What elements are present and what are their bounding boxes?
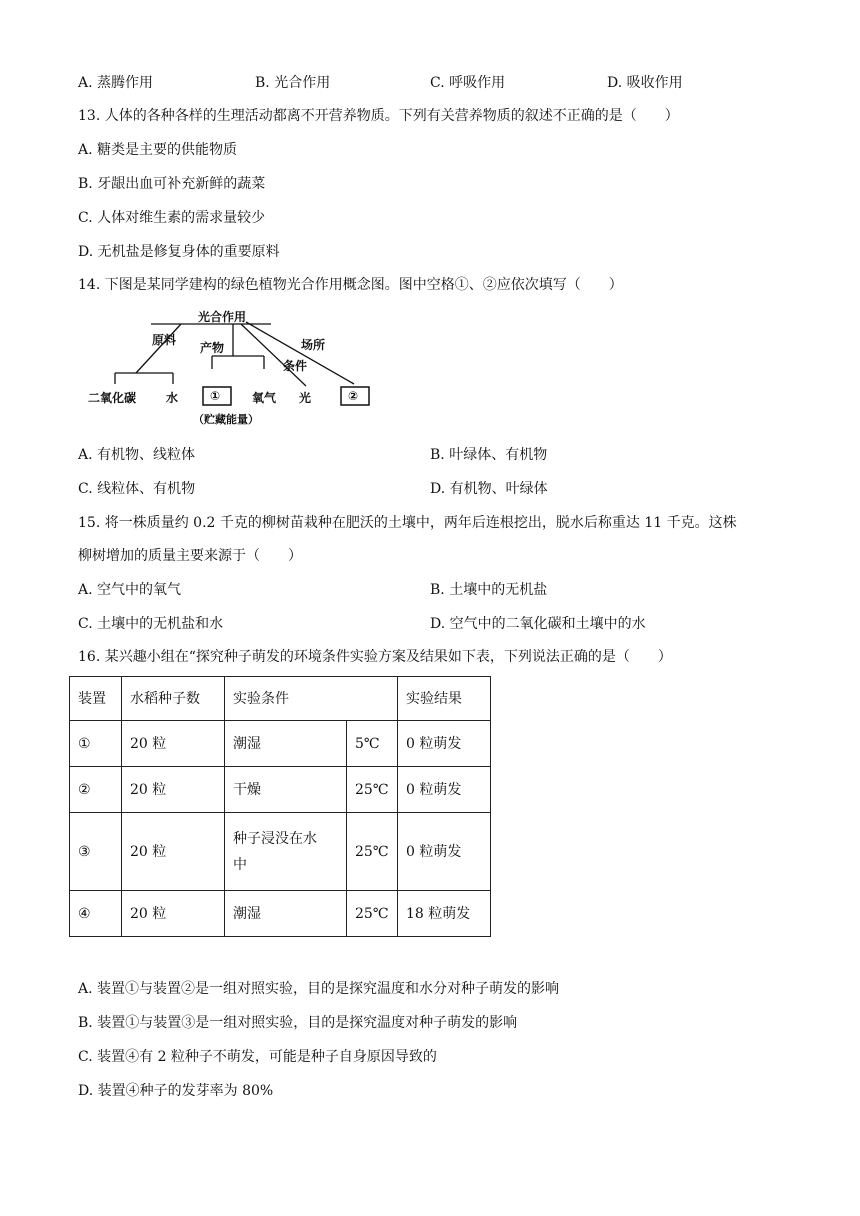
concept-blank-2: ②	[348, 389, 359, 403]
q14-option-c: C. 线粒体、有机物	[78, 481, 196, 497]
table-cell-temp: 25℃	[347, 891, 398, 937]
table-cell-result: 18 粒萌发	[398, 891, 491, 937]
q12-option-b: B. 光合作用	[255, 75, 331, 91]
concept-branch-place: 场所	[301, 338, 326, 352]
q16-option-d: D. 装置④种子的发芽率为 80%	[78, 1083, 274, 1099]
q15-option-c: C. 土壤中的无机盐和水	[78, 616, 224, 632]
q14-stem: 14. 下图是某同学建构的绿色植物光合作用概念图。图中空格①、②应依次填写（ ）	[78, 277, 623, 293]
concept-branch-condition: 条件	[283, 359, 308, 373]
q15-stem-line2: 柳树增加的质量主要来源于（ ）	[78, 548, 302, 564]
table-cell-result: 0 粒萌发	[398, 767, 491, 813]
table-cell-device: ④	[70, 891, 122, 937]
table-row	[70, 721, 491, 767]
concept-leaf-light: 光	[299, 391, 312, 405]
q12-option-a: A. 蒸腾作用	[78, 75, 154, 91]
table-row	[70, 891, 491, 937]
q15-option-d: D. 空气中的二氧化碳和土壤中的水	[430, 616, 646, 632]
q13-option-a: A. 糖类是主要的供能物质	[78, 142, 238, 158]
table-cell-condition: 潮湿	[225, 721, 347, 767]
concept-leaf-oxygen: 氧气	[252, 391, 277, 405]
q14-option-a: A. 有机物、线粒体	[78, 447, 196, 463]
table-cell-temp: 5℃	[347, 721, 398, 767]
q16-option-c: C. 装置④有 2 粒种子不萌发，可能是种子自身原因导致的	[78, 1049, 437, 1065]
seed-germination-table	[69, 676, 491, 937]
table-cell-condition: 潮湿	[225, 891, 347, 937]
q13-stem: 13. 人体的各种各样的生理活动都离不开营养物质。下列有关营养物质的叙述不正确的是（ ）	[78, 108, 679, 124]
q13-option-c: C. 人体对维生素的需求量较少	[78, 210, 266, 226]
q14-option-d: D. 有机物、叶绿体	[430, 481, 548, 497]
table-cell-device: ①	[70, 721, 122, 767]
table-header-cell: 水稻种子数	[122, 677, 225, 721]
q16-option-a: A. 装置①与装置②是一组对照实验，目的是探究温度和水分对种子萌发的影响	[78, 981, 560, 997]
concept-root: 光合作用	[198, 310, 247, 324]
table-cell-device: ③	[70, 813, 122, 891]
table-row	[70, 767, 491, 813]
table-cell-device: ②	[70, 767, 122, 813]
concept-blank-1: ①	[210, 389, 221, 403]
table-cell-temp: 25℃	[347, 767, 398, 813]
table-cell-seeds: 20 粒	[122, 891, 225, 937]
q12-option-d: D. 吸收作用	[607, 75, 683, 91]
table-cell-result: 0 粒萌发	[398, 813, 491, 891]
table-row	[70, 813, 491, 891]
table-header-cell: 实验条件	[225, 677, 398, 721]
q16-option-b: B. 装置①与装置③是一组对照实验，目的是探究温度对种子萌发的影响	[78, 1015, 518, 1031]
q15-option-a: A. 空气中的氧气	[78, 582, 182, 598]
q16-stem: 16. 某兴趣小组在“探究种子萌发的环境条件实验方案及结果如下表，下列说法正确的是（ ）	[78, 649, 672, 665]
q13-option-d: D. 无机盐是修复身体的重要原料	[78, 244, 280, 260]
q14-option-b: B. 叶绿体、有机物	[430, 447, 548, 463]
q15-stem-line1: 15. 将一株质量约 0.2 千克的柳树苗栽种在肥沃的土壤中，两年后连根挖出，脱水后称重达 11 千克。这株	[78, 515, 737, 531]
q12-option-c: C. 呼吸作用	[430, 75, 506, 91]
table-header-cell: 实验结果	[398, 677, 491, 721]
table-cell-condition-line1: 种子浸没在水	[233, 830, 317, 847]
table-cell-condition	[225, 813, 347, 891]
concept-leaf-water: 水	[166, 391, 179, 405]
photosynthesis-concept-map	[86, 306, 386, 436]
table-header-cell: 装置	[70, 677, 122, 721]
table-cell-condition: 干燥	[225, 767, 347, 813]
concept-leaf-co2: 二氧化碳	[88, 391, 137, 405]
table-header-row	[70, 677, 491, 721]
table-cell-seeds: 20 粒	[122, 813, 225, 891]
concept-branch-raw: 原料	[152, 333, 177, 347]
table-cell-condition-line2: 中	[233, 856, 247, 873]
q15-option-b: B. 土壤中的无机盐	[430, 582, 548, 598]
concept-branch-product: 产物	[200, 341, 225, 355]
table-cell-result: 0 粒萌发	[398, 721, 491, 767]
table-cell-seeds: 20 粒	[122, 767, 225, 813]
concept-blank-1-note: （贮藏能量）	[193, 413, 259, 426]
table-cell-seeds: 20 粒	[122, 721, 225, 767]
q13-option-b: B. 牙龈出血可补充新鲜的蔬菜	[78, 176, 266, 192]
table-cell-temp: 25℃	[347, 813, 398, 891]
